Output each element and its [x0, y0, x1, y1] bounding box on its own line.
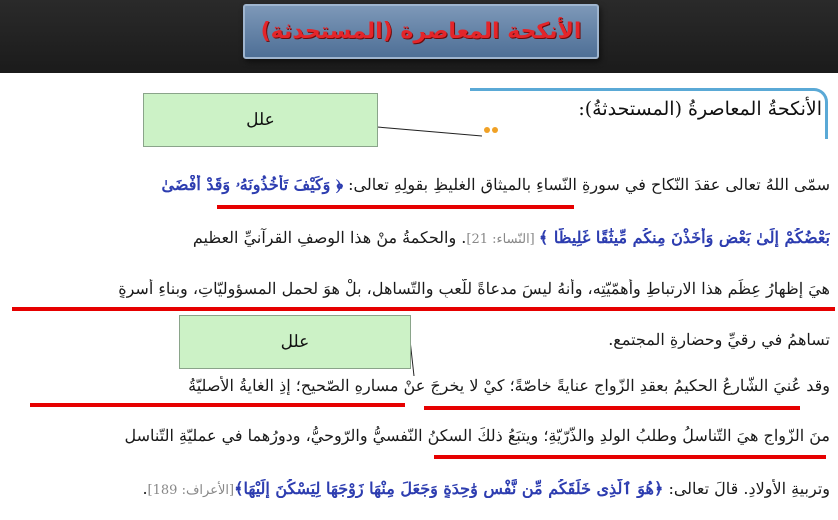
- section-heading: الأنكحةُ المعاصرةُ (المستحدثةُ):: [578, 98, 822, 120]
- line-2-text: . والحكمةُ منْ هذا الوصفِ القرآنيِّ العظيمِ: [192, 228, 467, 247]
- connector-line-1: [377, 127, 482, 136]
- note-2-text: علل: [280, 332, 310, 352]
- line-3-text: هيَ إظهارُ عِظَمِ هذا الارتباطِ وأهمّيّتِه، وأنهُ ليسَ مدعاةً للّعبِ والتّساهلِ، بلْ هوَ لحملِ المسؤوليّاتِ، وبناءِ أسرةٍ: [118, 279, 830, 298]
- quran-verse-1-start: ﴿ وَكَيْفَ تَأْخُذُونَهُۥ وَقَدْ أَفْضَىٰ: [161, 175, 344, 194]
- verse-reference-1: [النّساء: 21]: [466, 232, 539, 247]
- note-box-1: [143, 93, 378, 147]
- note-1-text: علل: [246, 110, 275, 130]
- banner-title: الأنكحة المعاصرة (المستحدثة): [260, 19, 582, 44]
- line-7-text: وتربيةِ الأولادِ. قالَ تعالى:: [663, 479, 830, 498]
- quran-verse-1-end: بَعْضُكُمْ إِلَىٰ بَعْضٍ وَأَخَذْنَ مِنكُم مِّيثَٰقًا غَلِيظًا ﴾: [538, 228, 830, 247]
- note-box-2: [179, 315, 411, 369]
- line-6-text: منَ الزّواجِ هيَ التّناسلُ وطلبُ الولدِ والذّرّيّةِ؛ ويتبَعُ ذلكَ السكنُ النّفسيُّ والرّوحيُّ، ودورُهما في عمليّةِ التّناسلِ: [124, 426, 830, 445]
- line-5-text: وقد عُنيَ الشّارعُ الحكيمُ بعقدِ الزّواجِ عنايةً خاصّةً؛ كيْ لا يخرجَ عنْ مسارِهِ الصّحيحِ؛ إذِ الغايةُ الأصليّةُ: [188, 376, 830, 395]
- line-1-text: سمّى اللهُ تعالى عقدَ النّكاحِ في سورةِ النّساءِ بالميثاقِ الغليظِ بقولِهِ تعالى:: [343, 175, 830, 194]
- line-7-end: .: [142, 479, 148, 498]
- line-4-text: تساهمُ في رقيِّ وحضارةِ المجتمعِ.: [608, 330, 830, 349]
- quran-verse-2: ﴿هُوَ ٱلَّذِى خَلَقَكُم مِّن نَّفْسٍ وَٰحِدَةٍ وَجَعَلَ مِنْهَا زَوْجَهَا لِيَسْكُنَ إِلَيْهَا﴾: [234, 479, 664, 498]
- verse-reference-2: [الأعراف: 189]: [147, 483, 235, 498]
